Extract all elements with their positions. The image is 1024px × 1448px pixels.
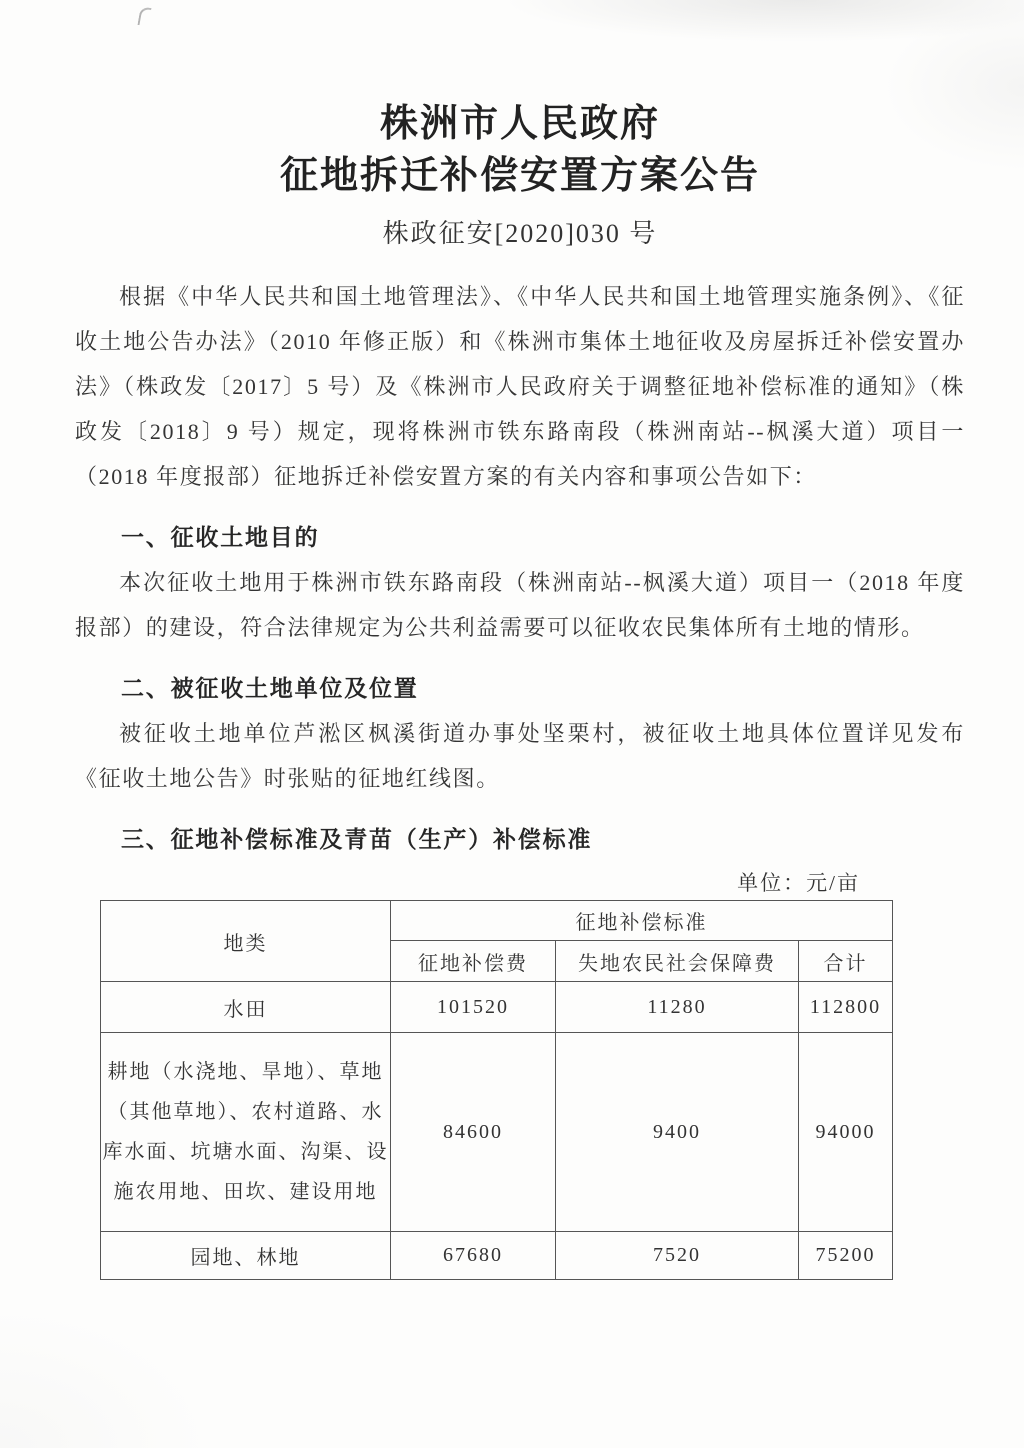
compensation-table bbox=[100, 900, 893, 1280]
table-header-row-top bbox=[101, 901, 893, 941]
header-cell-standard-group: 征地补偿标准 bbox=[391, 901, 893, 941]
cell-compensation: 101520 bbox=[391, 982, 556, 1033]
table-row bbox=[101, 1033, 893, 1232]
table-row bbox=[101, 982, 893, 1033]
table-row bbox=[101, 1232, 893, 1280]
cell-total: 75200 bbox=[799, 1232, 893, 1280]
table-unit-label: 单位：元/亩 bbox=[737, 871, 860, 895]
header-cell-land-type: 地类 bbox=[101, 901, 391, 982]
cell-compensation: 67680 bbox=[391, 1232, 556, 1280]
cell-social-security: 7520 bbox=[556, 1232, 799, 1280]
cell-land-type: 耕地（水浇地、旱地）、草地（其他草地）、农村道路、水库水面、坑塘水面、沟渠、设施农用地、田坎、建设用地 bbox=[101, 1033, 391, 1232]
scan-artifact-mark bbox=[137, 6, 151, 27]
header-cell-total: 合计 bbox=[799, 941, 893, 982]
intro-paragraph: 根据《中华人民共和国土地管理法》、《中华人民共和国土地管理实施条例》、《征收土地公告办法》（2010 年修正版）和《株洲市集体土地征收及房屋拆迁补偿安置办法》（株政发〔2017〕5 号）及《株洲市人民政府关于调整征地补偿标准的通知》（株政发〔2018〕9 号）规定，现将株洲市铁东路南段（株洲南站--枫溪大道）项目一（2018 年度报部）征地拆迁补偿安置方案的有关内容和事项公告如下： bbox=[75, 284, 965, 489]
header-cell-social-security-fee: 失地农民社会保障费 bbox=[556, 941, 799, 982]
document-number: 株政征安[2020]030 号 bbox=[382, 219, 658, 248]
cell-total: 112800 bbox=[799, 982, 893, 1033]
header-cell-compensation-fee: 征地补偿费 bbox=[391, 941, 556, 982]
cell-land-type: 园地、林地 bbox=[101, 1232, 391, 1280]
compensation-table-zone bbox=[100, 868, 892, 1280]
section2-body: 被征收土地单位芦淞区枫溪街道办事处坚栗村，被征收土地具体位置详见发布《征收土地公告》时张贴的征地红线图。 bbox=[75, 721, 965, 791]
document-title-line2: 征地拆迁补偿安置方案公告 bbox=[279, 155, 760, 197]
section3-heading: 三、征地补偿标准及青苗（生产）补偿标准 bbox=[121, 827, 593, 852]
document-title-line1: 株洲市人民政府 bbox=[379, 103, 660, 145]
cell-compensation: 84600 bbox=[391, 1033, 556, 1232]
section2-heading: 二、被征收土地单位及位置 bbox=[121, 676, 419, 701]
cell-total: 94000 bbox=[799, 1033, 893, 1232]
document-content bbox=[75, 98, 965, 1280]
cell-social-security: 11280 bbox=[556, 982, 799, 1033]
section1-body: 本次征收土地用于株洲市铁东路南段（株洲南站--枫溪大道）项目一（2018 年度报部）的建设，符合法律规定为公共利益需要可以征收农民集体所有土地的情形。 bbox=[75, 570, 965, 640]
section1-heading: 一、征收土地目的 bbox=[121, 525, 320, 550]
cell-land-type: 水田 bbox=[101, 982, 391, 1033]
cell-social-security: 9400 bbox=[556, 1033, 799, 1232]
